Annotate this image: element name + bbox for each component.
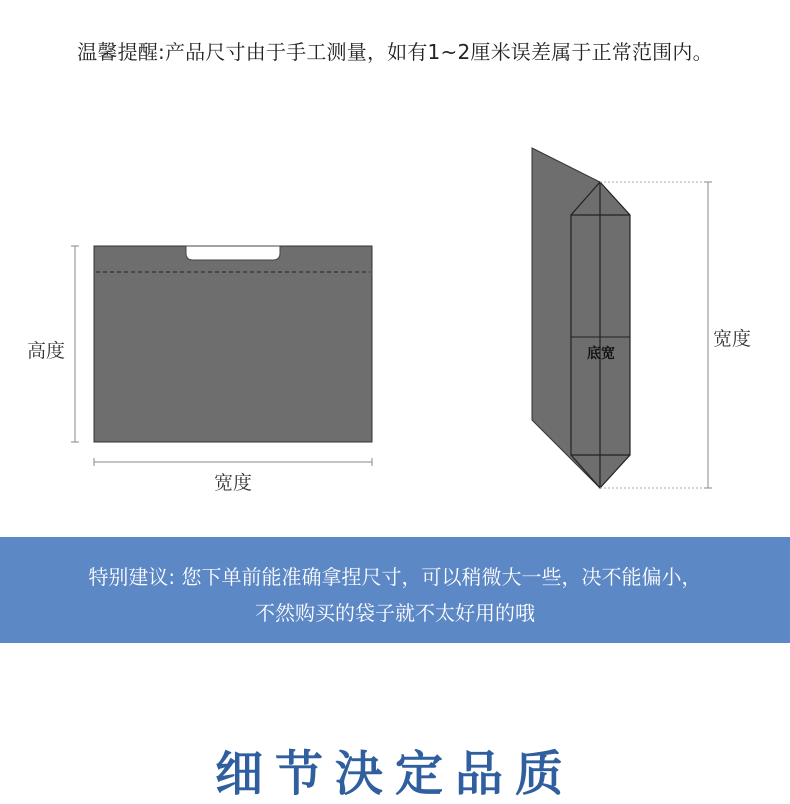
size-notice: 温馨提醒:产品尺寸由于手工测量，如有1~2厘米误差属于正常范围内。 — [77, 40, 713, 64]
side-width-label: 宽度 — [712, 328, 752, 350]
section-title: 细节決定品质 — [214, 746, 575, 802]
front-view — [27, 246, 372, 494]
advice-banner — [0, 537, 790, 643]
advice-line-2: 不然购买的袋子就不太好用的哦 — [255, 601, 535, 625]
bottom-width-label: 底宽 — [587, 346, 615, 362]
bag-front-body — [94, 246, 372, 442]
height-label: 高度 — [26, 340, 66, 362]
advice-line-1: 特别建议: 您下单前能准确拿捏尺寸，可以稍微大一些，决不能偏小， — [88, 565, 702, 589]
side-view — [532, 148, 751, 488]
front-width-label: 宽度 — [213, 472, 253, 494]
bag-handle-cutout — [186, 246, 280, 260]
